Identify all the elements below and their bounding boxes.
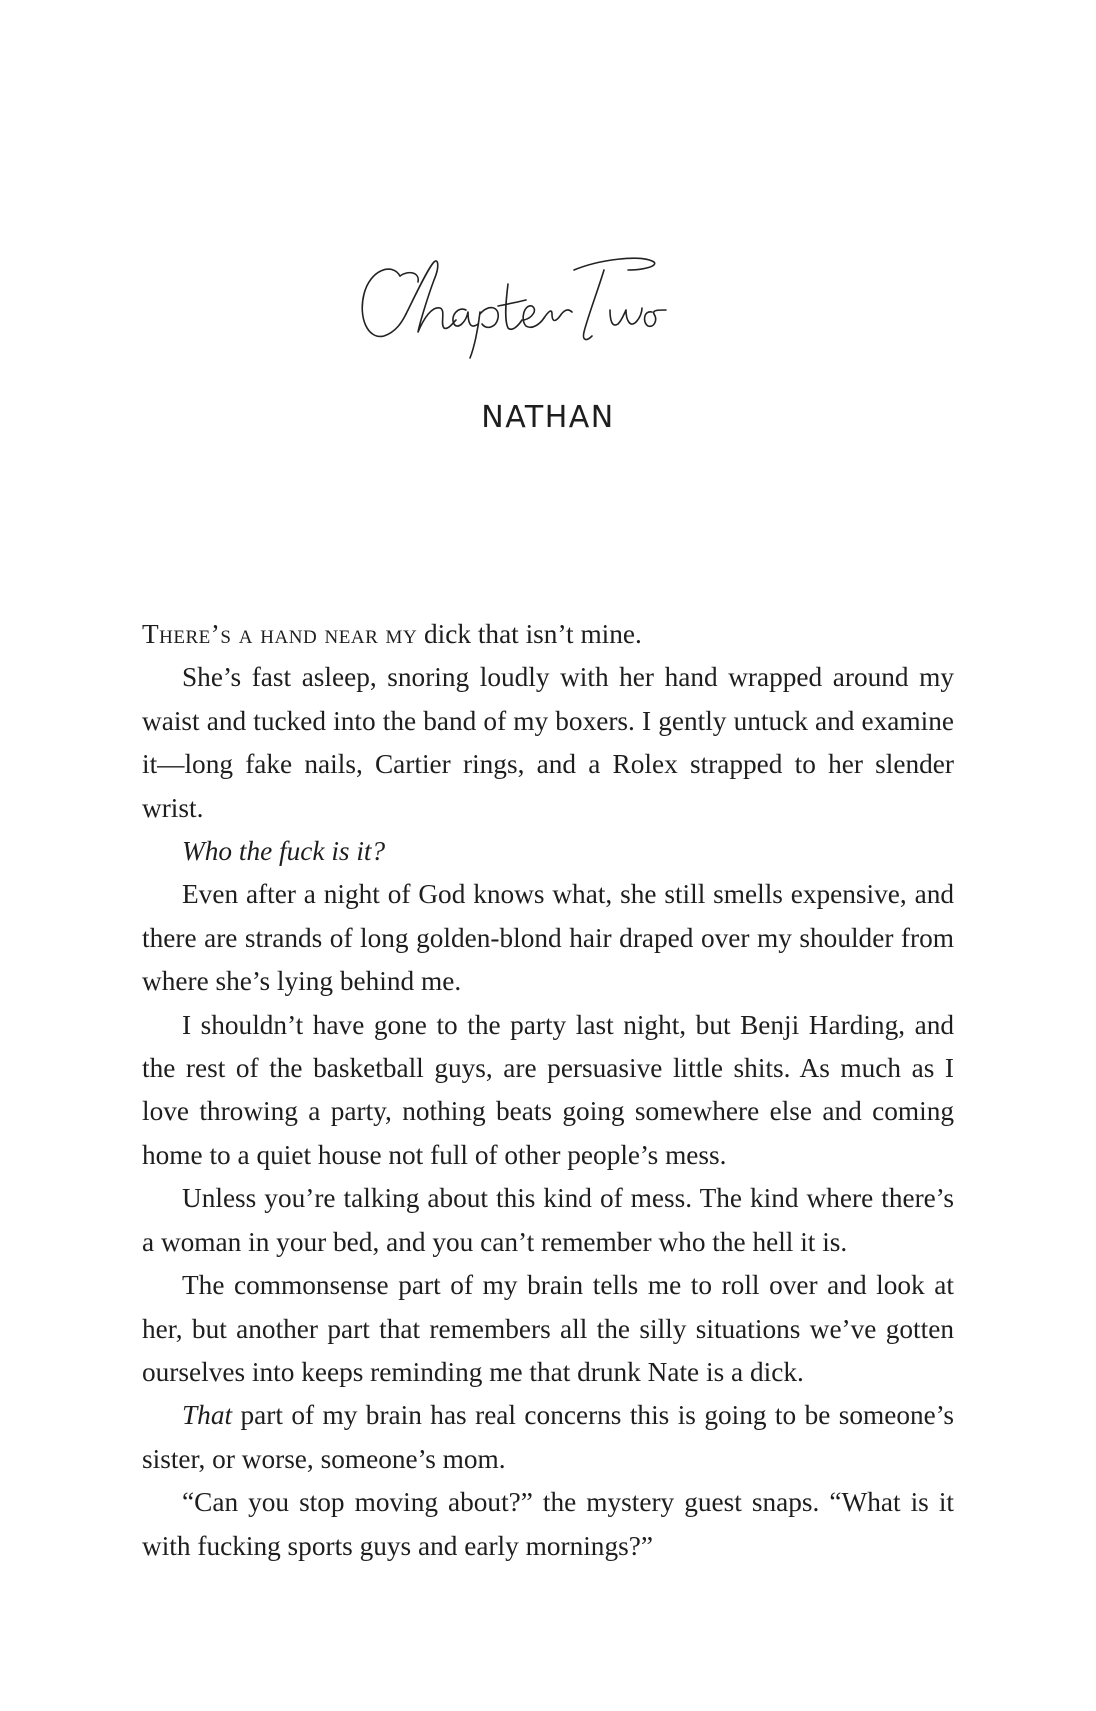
pov-character-name: NATHAN xyxy=(481,400,615,435)
italic-thought: Who the fuck is it? xyxy=(182,836,386,867)
paragraph: I shouldn’t have gone to the party last night, but Benji Harding, and the rest of the basketball guys, are persuasive little shits. As much as I love throwing a party, nothing beats going somewhere else and coming home to a quiet house not full of other people’s mess. xyxy=(142,1009,954,1170)
paragraph: Unless you’re talking about this kind of mess. The kind where there’s a woman in your bed, and you can’t remember who the hell it is. xyxy=(142,1183,954,1257)
chapter-body xyxy=(142,613,954,1568)
paragraph xyxy=(142,613,954,656)
paragraph: Even after a night of God knows what, she still smells expensive, and there are strands of long golden-blond hair draped over my shoulder from where she’s lying behind me. xyxy=(142,879,954,997)
chapter-title-script xyxy=(348,240,668,360)
paragraph-text: part of my brain has real concerns this is going to be someone’s sister, or worse, someone’s mom. xyxy=(142,1400,954,1474)
chapter-title xyxy=(348,240,668,360)
paragraph: “Can you stop moving about?” the mystery guest snaps. “What is it with fucking sports guys and early mornings?” xyxy=(142,1487,954,1561)
paragraph xyxy=(142,830,954,873)
paragraph: She’s fast asleep, snoring loudly with her hand wrapped around my waist and tucked into the band of my boxers. I gently untuck and examine it—long fake nails, Cartier rings, and a Rolex strapped to her slender wrist. xyxy=(142,662,954,823)
paragraph-text: dick that isn’t mine. xyxy=(417,619,642,649)
opening-smallcaps: There’s a hand near my xyxy=(142,619,418,649)
paragraph xyxy=(142,1394,954,1481)
italic-emphasis: That xyxy=(182,1400,233,1431)
paragraph: The commonsense part of my brain tells me to roll over and look at her, but another part that remembers all the silly situations we’ve gotten ourselves into keeps reminding me that drunk Nate is a dick. xyxy=(142,1270,954,1387)
